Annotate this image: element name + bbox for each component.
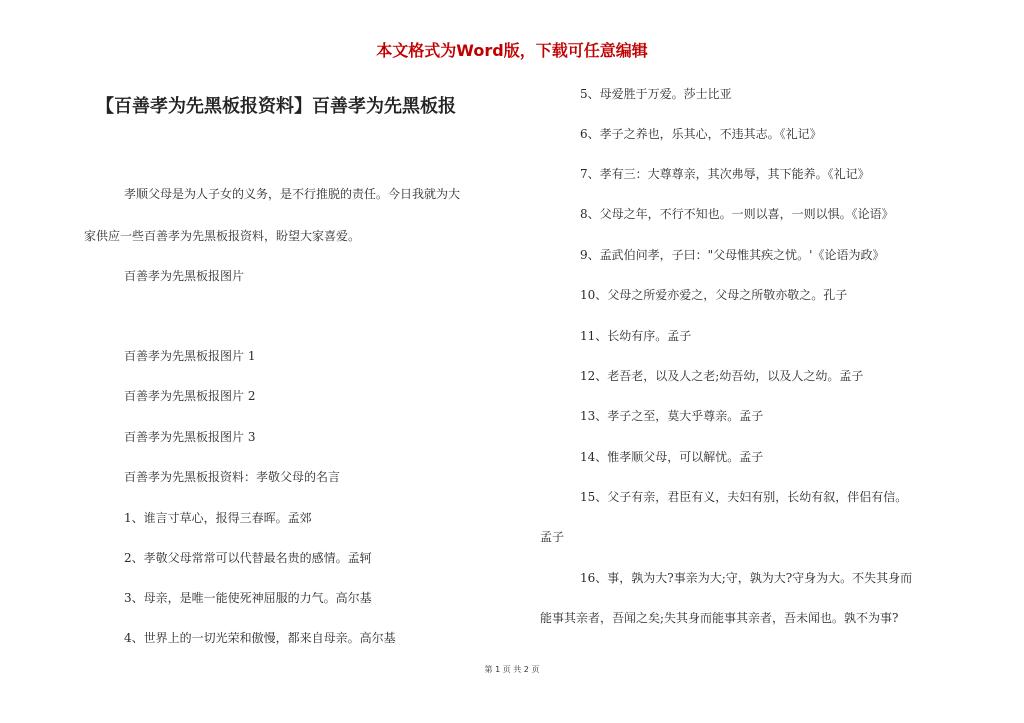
quote-item-15: 15、父子有亲，君臣有义，夫妇有别，长幼有叙，伴侣有信。 bbox=[580, 490, 908, 504]
quote-item-15-continued: 孟子 bbox=[540, 530, 565, 544]
quotes-heading: 百善孝为先黑板报资料：孝敬父母的名言 bbox=[124, 470, 341, 484]
quote-item-12: 12、老吾老，以及人之老;幼吾幼，以及人之幼。孟子 bbox=[580, 369, 864, 383]
images-heading: 百善孝为先黑板报图片 bbox=[124, 269, 245, 283]
intro-paragraph-line-2: 家供应一些百善孝为先黑板报资料，盼望大家喜爱。 bbox=[84, 229, 361, 243]
page-indicator: 第 1 页 共 2 页 bbox=[484, 665, 540, 674]
quote-item-5: 5、母爱胜于万爱。莎士比亚 bbox=[580, 87, 732, 101]
intro-paragraph-line-1: 孝顺父母是为人子女的义务，是不行推脱的责任。今日我就为大 bbox=[124, 187, 461, 201]
quote-item-9: 9、孟武伯问孝，子曰："父母惟其疾之忧。'《论语为政》 bbox=[580, 248, 885, 262]
quote-item-10: 10、父母之所爱亦爱之，父母之所敬亦敬之。孔子 bbox=[580, 288, 848, 302]
quote-item-1: 1、谁言寸草心，报得三春晖。孟郊 bbox=[124, 511, 312, 525]
download-banner: 本文格式为Word版，下载可任意编辑 bbox=[376, 41, 648, 60]
quote-item-11: 11、长幼有序。孟子 bbox=[580, 329, 692, 343]
image-caption-3: 百善孝为先黑板报图片 3 bbox=[124, 430, 256, 444]
quote-item-2: 2、孝敬父母常常可以代替最名贵的感情。孟轲 bbox=[124, 551, 372, 565]
quote-item-16-continued: 能事其亲者，吾闻之矣;失其身而能事其亲者，吾未闻也。孰不为事? bbox=[540, 611, 899, 625]
quote-item-8: 8、父母之年，不行不知也。一则以喜，一则以惧。《论语》 bbox=[580, 207, 894, 221]
quote-item-6: 6、孝子之养也，乐其心，不违其志。《礼记》 bbox=[580, 127, 822, 141]
quote-item-13: 13、孝子之至，莫大乎尊亲。孟子 bbox=[580, 409, 764, 423]
quote-item-4: 4、世界上的一切光荣和傲慢，都来自母亲。高尔基 bbox=[124, 631, 396, 645]
quote-item-16: 16、事，孰为大?事亲为大;守，孰为大?守身为大。不失其身而 bbox=[580, 571, 913, 585]
quote-item-14: 14、惟孝顺父母，可以解忧。孟子 bbox=[580, 450, 764, 464]
document-title: 【百善孝为先黑板报资料】百善孝为先黑板报 bbox=[96, 96, 456, 117]
quote-item-3: 3、母亲，是唯一能使死神屈服的力气。高尔基 bbox=[124, 591, 372, 605]
quote-item-7: 7、孝有三：大尊尊亲，其次弗辱，其下能养。《礼记》 bbox=[580, 167, 870, 181]
image-caption-1: 百善孝为先黑板报图片 1 bbox=[124, 349, 256, 363]
image-caption-2: 百善孝为先黑板报图片 2 bbox=[124, 389, 256, 403]
